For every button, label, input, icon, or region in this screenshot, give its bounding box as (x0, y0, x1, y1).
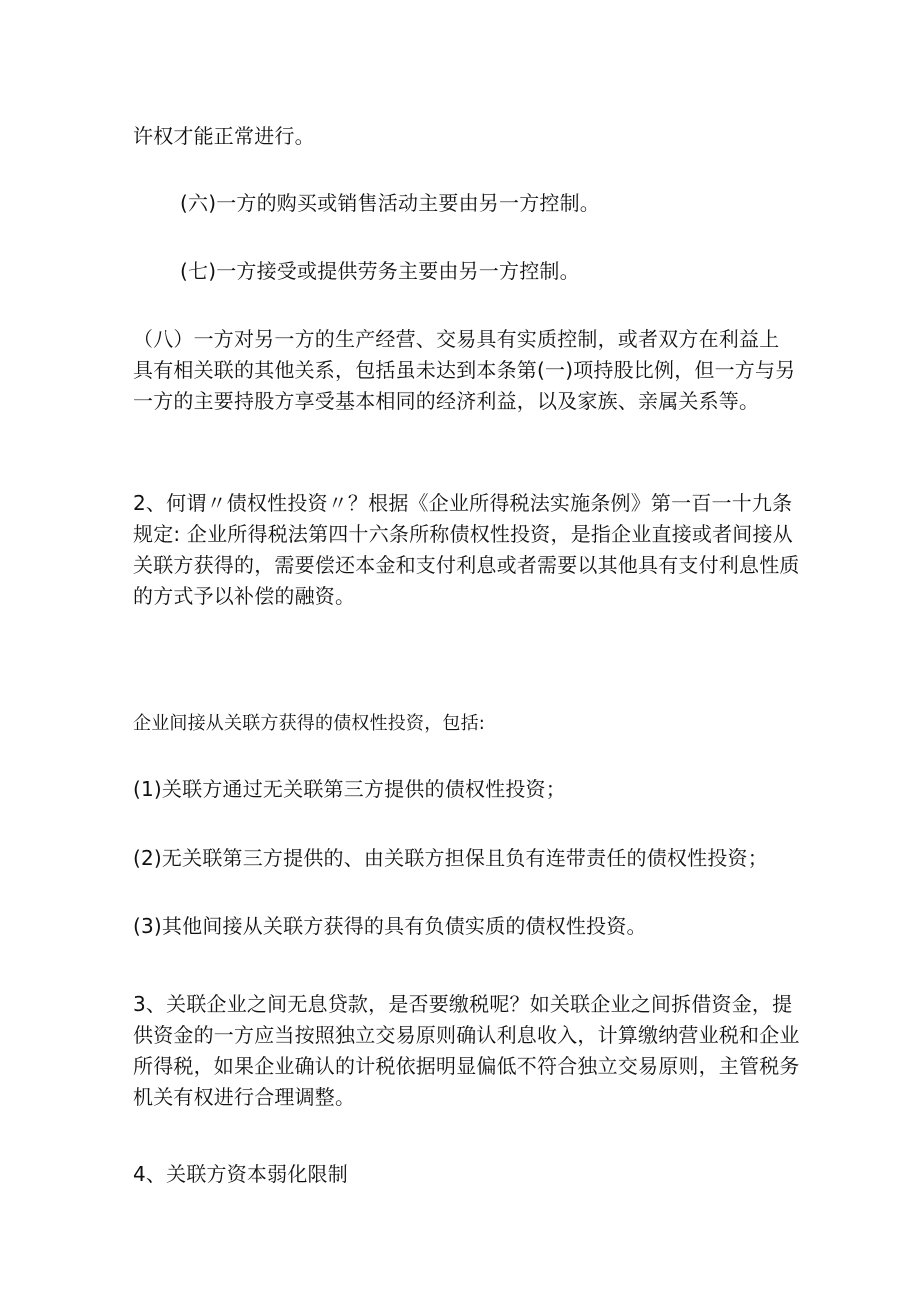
text-line: 4、关联方资本弱化限制 (133, 1162, 348, 1186)
text-line: (六)一方的购买或销售活动主要由另一方控制。 (180, 191, 601, 215)
text-line: 供资金的一方应当按照独立交易原则确认利息收入，计算缴纳营业税和企业 (133, 1023, 800, 1047)
paragraph-indirect-intro (133, 708, 793, 739)
text-line: (2)无关联第三方提供的、由关联方担保且负有连带责任的债权性投资； (133, 846, 768, 870)
text-line: 的方式予以补偿的融资。 (133, 584, 356, 608)
text-line: 机关有权进行合理调整。 (133, 1085, 356, 1109)
text-line: 规定: 企业所得税法第四十六条所称债权性投资，是指企业直接或者间接从 (133, 522, 793, 546)
paragraph-section-4 (133, 1159, 793, 1190)
text-line: 所得税，如果企业确认的计税依据明显偏低不符合独立交易原则，主管税务 (133, 1054, 800, 1078)
text-line: 具有相关联的其他关系，包括虽未达到本条第(一)项持股比例，但一方与另 (133, 358, 796, 382)
paragraph-continuation (133, 121, 793, 152)
paragraph-item-7 (180, 256, 840, 287)
text-line: (七)一方接受或提供劳务主要由另一方控制。 (180, 259, 580, 283)
text-line: 2、何谓〃债权性投资〃？根据《企业所得税法实施条例》第一百一十九条 (133, 491, 793, 515)
text-line: (1)关联方通过无关联第三方提供的债权性投资； (133, 777, 566, 801)
text-line: (3)其他间接从关联方获得的具有负债实质的债权性投资。 (133, 914, 647, 938)
paragraph-section-3 (133, 989, 800, 1113)
paragraph-indirect-1 (133, 774, 793, 805)
text-line: 许权才能正常进行。 (133, 124, 315, 148)
text-line: 一方的主要持股方享受基本相同的经济利益，以及家族、亲属关系等。 (133, 389, 760, 413)
paragraph-section-2 (133, 488, 800, 612)
paragraph-indirect-2 (133, 843, 793, 874)
text-line: （八）一方对另一方的生产经营、交易具有实质控制，或者双方在利益上 (133, 327, 780, 351)
paragraph-item-8 (133, 324, 796, 417)
text-line: 企业间接从关联方获得的债权性投资，包括: (133, 713, 486, 734)
paragraph-indirect-3 (133, 911, 793, 942)
paragraph-item-6 (180, 188, 840, 219)
text-line: 关联方获得的，需要偿还本金和支付利息或者需要以其他具有支付利息性质 (133, 553, 800, 577)
text-line: 3、关联企业之间无息贷款，是否要缴税呢？如关联企业之间拆借资金，提 (133, 992, 793, 1016)
